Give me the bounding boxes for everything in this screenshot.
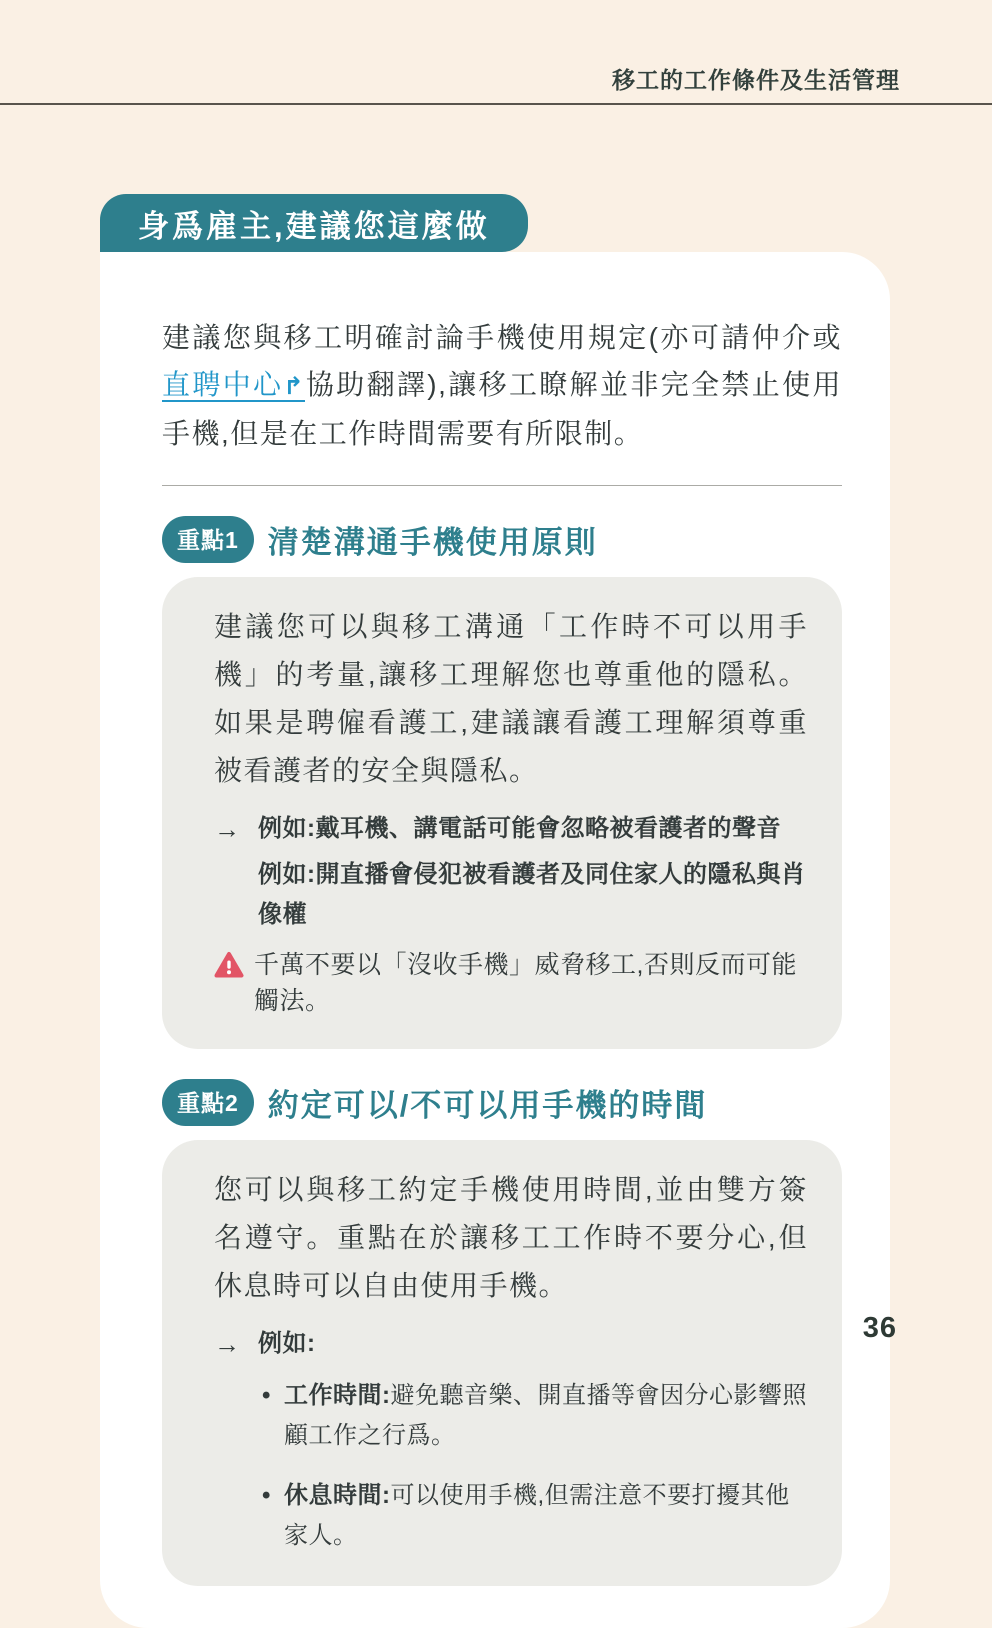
- section2-title: 約定可以/不可以用手機的時間: [267, 1088, 708, 1123]
- section1-body: 建議您可以與移工溝通「工作時不可以用手機」的考量,讓移工理解您也尊重他的隱私。如果是聘僱看護工,建議讓看護工理解須尊重被看護者的安全與隱私。: [214, 611, 808, 786]
- direct-hire-center-link[interactable]: [162, 369, 305, 402]
- banner-title: 身爲雇主,建議您這麼做: [138, 208, 490, 244]
- link-text[interactable]: 直聘中心: [162, 369, 284, 400]
- intro-paragraph: [162, 314, 842, 457]
- section2-heading: [162, 1079, 842, 1126]
- section2-box: [162, 1140, 842, 1586]
- bullet-label: 休息時間:: [284, 1482, 391, 1509]
- card-divider: [162, 485, 842, 486]
- section1-warning: [214, 947, 808, 1019]
- bullet-icon: •: [262, 1382, 271, 1409]
- page-number: 36: [862, 1312, 897, 1344]
- page-header-divider: [0, 103, 992, 105]
- bullet-icon: •: [262, 1482, 271, 1509]
- external-link-icon: ↱: [283, 373, 306, 400]
- point2-badge: 重點2: [162, 1079, 254, 1126]
- section2-bullet-1: [258, 1376, 808, 1456]
- section1-title: 清楚溝通手機使用原則: [267, 525, 598, 560]
- page-header-title: 移工的工作條件及生活管理: [612, 67, 900, 93]
- section-banner: [100, 194, 528, 252]
- bullet-label: 工作時間:: [284, 1382, 391, 1409]
- arrow-icon: →: [214, 1329, 241, 1359]
- content-card: [100, 252, 890, 1628]
- section2-body: 您可以與移工約定手機使用時間,並由雙方簽名遵守。重點在於讓移工工作時不要分心,但休息時可以自由使用手機。: [214, 1174, 808, 1301]
- arrow-icon: →: [214, 814, 241, 844]
- intro-text-after-link: 協助翻譯),讓移工瞭解並非完全禁止使用手機,但是在工作時間需要有所限制。: [162, 369, 842, 449]
- section1-box: [162, 577, 842, 1049]
- point1-badge: 重點1: [162, 516, 254, 563]
- warning-text: 千萬不要以「沒收手機」威脅移工,否則反而可能觸法。: [254, 951, 797, 1015]
- example-label: 例如:: [258, 1330, 316, 1357]
- section2-bullet-2: [258, 1476, 808, 1556]
- warning-icon: [214, 951, 244, 979]
- section1-example-2: [214, 855, 808, 935]
- example-text: 例如:開直播會侵犯被看護者及同住家人的隱私與肖像權: [258, 861, 806, 928]
- section2-example-label-row: [214, 1324, 808, 1364]
- example-text: 例如:戴耳機、講電話可能會忽略被看護者的聲音: [258, 815, 781, 842]
- bullet-text: 避免聽音樂、開直播等會因分心影響照顧工作之行爲。: [284, 1382, 807, 1449]
- section1-heading: [162, 516, 842, 563]
- section1-example-1: [214, 809, 808, 849]
- intro-text-before-link: 建議您與移工明確討論手機使用規定(亦可請仲介或: [162, 322, 842, 353]
- bullet-text: 可以使用手機,但需注意不要打擾其他家人。: [284, 1482, 790, 1549]
